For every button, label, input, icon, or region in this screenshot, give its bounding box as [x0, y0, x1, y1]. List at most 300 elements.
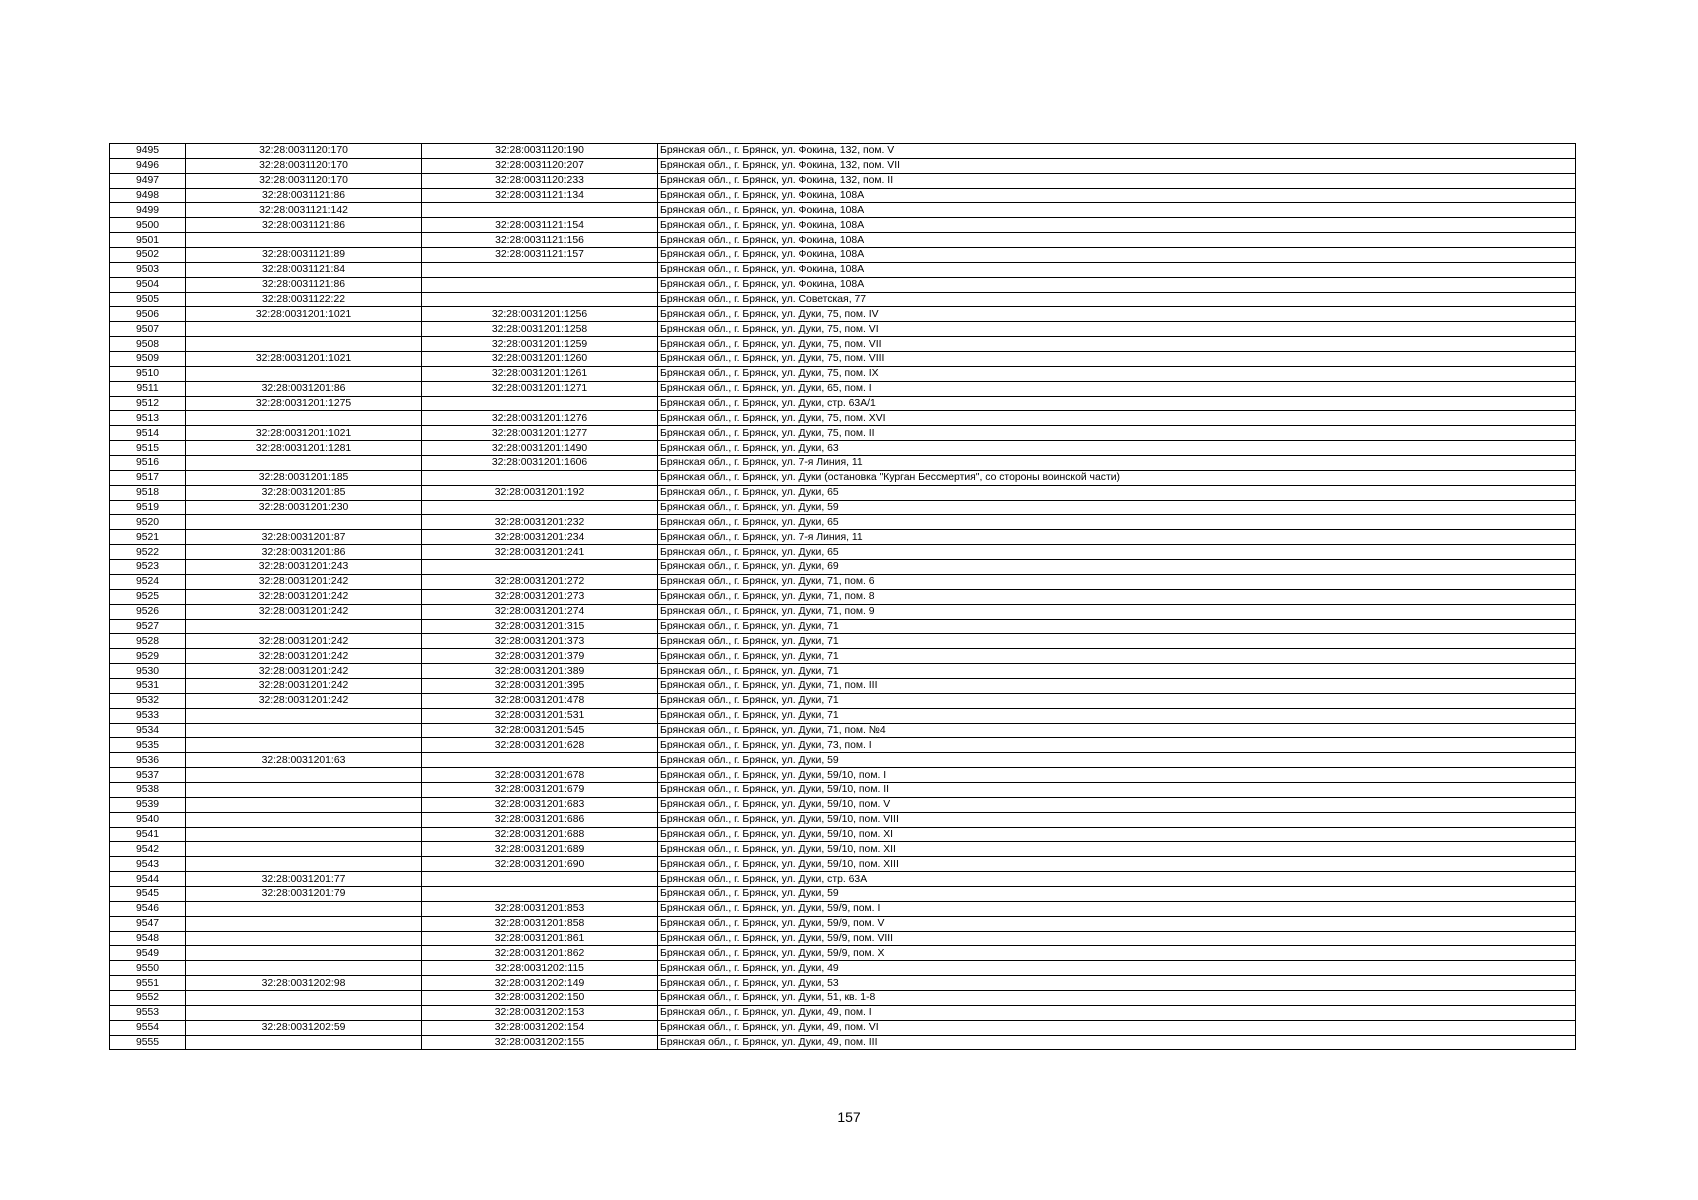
address-cell: Брянская обл., г. Брянск, ул. Дуки, 71, пом. №4	[658, 723, 1576, 738]
row-number-cell: 9541	[110, 827, 186, 842]
row-number-cell: 9504	[110, 277, 186, 292]
cadastral-number-parent-cell: 32:28:0031201:242	[186, 664, 422, 679]
address-cell: Брянская обл., г. Брянск, ул. Дуки, 71, пом. III	[658, 678, 1576, 693]
table-row	[110, 292, 1576, 307]
address-cell: Брянская обл., г. Брянск, ул. Дуки, 75, пом. VI	[658, 322, 1576, 337]
row-number-cell: 9519	[110, 500, 186, 515]
address-cell: Брянская обл., г. Брянск, ул. Дуки, 65	[658, 545, 1576, 560]
cadastral-number-cell: 32:28:0031201:1260	[422, 352, 658, 367]
table-row	[110, 470, 1576, 485]
cadastral-number-cell: 32:28:0031202:155	[422, 1035, 658, 1050]
cadastral-number-parent-cell: 32:28:0031201:242	[186, 634, 422, 649]
cadastral-number-parent-cell: 32:28:0031201:242	[186, 678, 422, 693]
row-number-cell: 9555	[110, 1035, 186, 1050]
address-cell: Брянская обл., г. Брянск, ул. Дуки, 49, пом. III	[658, 1035, 1576, 1050]
row-number-cell: 9540	[110, 812, 186, 827]
cadastral-number-parent-cell: 32:28:0031121:142	[186, 203, 422, 218]
row-number-cell: 9507	[110, 322, 186, 337]
row-number-cell: 9495	[110, 144, 186, 159]
address-cell: Брянская обл., г. Брянск, ул. Дуки, 65	[658, 485, 1576, 500]
cadastral-number-cell: 32:28:0031201:861	[422, 931, 658, 946]
table-row	[110, 158, 1576, 173]
cadastral-number-cell	[422, 277, 658, 292]
table-row	[110, 381, 1576, 396]
address-cell: Брянская обл., г. Брянск, ул. Фокина, 108А	[658, 188, 1576, 203]
address-cell: Брянская обл., г. Брянск, ул. Дуки, 71	[658, 664, 1576, 679]
address-cell: Брянская обл., г. Брянск, ул. Дуки, 65	[658, 515, 1576, 530]
registry-table-body	[110, 144, 1576, 1050]
row-number-cell: 9515	[110, 441, 186, 456]
address-cell: Брянская обл., г. Брянск, ул. Дуки, 75, пом. IV	[658, 307, 1576, 322]
row-number-cell: 9509	[110, 352, 186, 367]
table-row	[110, 812, 1576, 827]
cadastral-number-parent-cell: 32:28:0031201:242	[186, 574, 422, 589]
cadastral-number-cell: 32:28:0031201:241	[422, 545, 658, 560]
cadastral-number-cell: 32:28:0031120:207	[422, 158, 658, 173]
cadastral-number-parent-cell: 32:28:0031202:98	[186, 976, 422, 991]
address-cell: Брянская обл., г. Брянск, ул. Дуки, 69	[658, 560, 1576, 575]
cadastral-number-cell: 32:28:0031121:157	[422, 248, 658, 263]
address-cell: Брянская обл., г. Брянск, ул. Дуки, 51, кв. 1-8	[658, 990, 1576, 1005]
cadastral-number-cell	[422, 292, 658, 307]
cadastral-number-parent-cell	[186, 515, 422, 530]
address-cell: Брянская обл., г. Брянск, ул. Дуки, 59	[658, 753, 1576, 768]
cadastral-number-parent-cell	[186, 1035, 422, 1050]
cadastral-number-cell: 32:28:0031201:395	[422, 678, 658, 693]
cadastral-number-parent-cell	[186, 738, 422, 753]
row-number-cell: 9499	[110, 203, 186, 218]
address-cell: Брянская обл., г. Брянск, ул. Дуки, 59/10, пом. VIII	[658, 812, 1576, 827]
cadastral-number-cell: 32:28:0031201:683	[422, 797, 658, 812]
address-cell: Брянская обл., г. Брянск, ул. Дуки, 59/9, пом. V	[658, 916, 1576, 931]
table-row	[110, 842, 1576, 857]
row-number-cell: 9517	[110, 470, 186, 485]
cadastral-number-parent-cell: 32:28:0031201:1275	[186, 396, 422, 411]
cadastral-number-cell	[422, 470, 658, 485]
address-cell: Брянская обл., г. Брянск, ул. Дуки (остановка "Курган Бессмертия", со стороны воинской части)	[658, 470, 1576, 485]
address-cell: Брянская обл., г. Брянск, ул. Дуки, 63	[658, 441, 1576, 456]
table-row	[110, 485, 1576, 500]
row-number-cell: 9534	[110, 723, 186, 738]
row-number-cell: 9551	[110, 976, 186, 991]
cadastral-number-parent-cell	[186, 827, 422, 842]
row-number-cell: 9525	[110, 589, 186, 604]
cadastral-number-cell: 32:28:0031201:531	[422, 708, 658, 723]
table-row	[110, 441, 1576, 456]
row-number-cell: 9535	[110, 738, 186, 753]
table-row	[110, 857, 1576, 872]
address-cell: Брянская обл., г. Брянск, ул. Дуки, стр. 63А	[658, 872, 1576, 887]
address-cell: Брянская обл., г. Брянск, ул. Дуки, 71	[658, 693, 1576, 708]
table-row	[110, 946, 1576, 961]
table-row	[110, 545, 1576, 560]
table-row	[110, 426, 1576, 441]
cadastral-number-cell: 32:28:0031201:389	[422, 664, 658, 679]
address-cell: Брянская обл., г. Брянск, ул. Дуки, 75, пом. VII	[658, 337, 1576, 352]
cadastral-number-cell: 32:28:0031201:274	[422, 604, 658, 619]
table-row	[110, 411, 1576, 426]
address-cell: Брянская обл., г. Брянск, ул. Дуки, 59/10, пом. II	[658, 782, 1576, 797]
table-row	[110, 664, 1576, 679]
table-row	[110, 990, 1576, 1005]
cadastral-number-cell: 32:28:0031201:1276	[422, 411, 658, 426]
cadastral-number-parent-cell	[186, 768, 422, 783]
address-cell: Брянская обл., г. Брянск, ул. Фокина, 108А	[658, 233, 1576, 248]
address-cell: Брянская обл., г. Брянск, ул. Фокина, 132, пом. II	[658, 173, 1576, 188]
cadastral-number-parent-cell: 32:28:0031201:87	[186, 530, 422, 545]
row-number-cell: 9513	[110, 411, 186, 426]
cadastral-number-parent-cell: 32:28:0031201:242	[186, 649, 422, 664]
cadastral-number-cell: 32:28:0031121:154	[422, 218, 658, 233]
table-row	[110, 322, 1576, 337]
cadastral-number-parent-cell	[186, 916, 422, 931]
row-number-cell: 9536	[110, 753, 186, 768]
table-row	[110, 515, 1576, 530]
cadastral-number-cell: 32:28:0031201:273	[422, 589, 658, 604]
row-number-cell: 9508	[110, 337, 186, 352]
address-cell: Брянская обл., г. Брянск, ул. Фокина, 132, пом. VII	[658, 158, 1576, 173]
table-row	[110, 277, 1576, 292]
cadastral-number-parent-cell: 32:28:0031122:22	[186, 292, 422, 307]
address-cell: Брянская обл., г. Брянск, ул. Дуки, 59/9, пом. I	[658, 901, 1576, 916]
address-cell: Брянская обл., г. Брянск, ул. Дуки, 73, пом. I	[658, 738, 1576, 753]
cadastral-number-parent-cell	[186, 708, 422, 723]
table-row	[110, 173, 1576, 188]
cadastral-number-parent-cell	[186, 366, 422, 381]
table-row	[110, 708, 1576, 723]
address-cell: Брянская обл., г. Брянск, ул. Дуки, 71, пом. 9	[658, 604, 1576, 619]
cadastral-number-parent-cell: 32:28:0031201:63	[186, 753, 422, 768]
row-number-cell: 9521	[110, 530, 186, 545]
cadastral-number-cell: 32:28:0031201:858	[422, 916, 658, 931]
cadastral-number-cell: 32:28:0031202:154	[422, 1020, 658, 1035]
address-cell: Брянская обл., г. Брянск, ул. Дуки, 71	[658, 634, 1576, 649]
table-row	[110, 530, 1576, 545]
address-cell: Брянская обл., г. Брянск, ул. Дуки, стр. 63А/1	[658, 396, 1576, 411]
row-number-cell: 9527	[110, 619, 186, 634]
row-number-cell: 9539	[110, 797, 186, 812]
row-number-cell: 9529	[110, 649, 186, 664]
row-number-cell: 9530	[110, 664, 186, 679]
cadastral-number-parent-cell: 32:28:0031201:1021	[186, 426, 422, 441]
cadastral-number-cell: 32:28:0031201:1606	[422, 456, 658, 471]
row-number-cell: 9522	[110, 545, 186, 560]
cadastral-number-parent-cell	[186, 931, 422, 946]
table-row	[110, 976, 1576, 991]
address-cell: Брянская обл., г. Брянск, ул. Фокина, 108А	[658, 262, 1576, 277]
registry-table	[109, 143, 1576, 1050]
cadastral-number-parent-cell: 32:28:0031201:242	[186, 589, 422, 604]
cadastral-number-parent-cell: 32:28:0031121:86	[186, 218, 422, 233]
table-row	[110, 262, 1576, 277]
row-number-cell: 9503	[110, 262, 186, 277]
table-row	[110, 366, 1576, 381]
cadastral-number-parent-cell	[186, 619, 422, 634]
row-number-cell: 9532	[110, 693, 186, 708]
cadastral-number-parent-cell: 32:28:0031120:170	[186, 173, 422, 188]
table-row	[110, 1035, 1576, 1050]
row-number-cell: 9544	[110, 872, 186, 887]
address-cell: Брянская обл., г. Брянск, ул. Дуки, 59/10, пом. I	[658, 768, 1576, 783]
row-number-cell: 9533	[110, 708, 186, 723]
cadastral-number-cell: 32:28:0031121:134	[422, 188, 658, 203]
cadastral-number-cell	[422, 500, 658, 515]
table-row	[110, 827, 1576, 842]
table-row	[110, 961, 1576, 976]
row-number-cell: 9553	[110, 1005, 186, 1020]
table-row	[110, 693, 1576, 708]
cadastral-number-parent-cell	[186, 723, 422, 738]
cadastral-number-parent-cell: 32:28:0031121:86	[186, 188, 422, 203]
address-cell: Брянская обл., г. Брянск, ул. Дуки, 75, пом. IX	[658, 366, 1576, 381]
cadastral-number-cell: 32:28:0031201:862	[422, 946, 658, 961]
address-cell: Брянская обл., г. Брянск, ул. Дуки, 71	[658, 708, 1576, 723]
cadastral-number-parent-cell	[186, 842, 422, 857]
cadastral-number-cell: 32:28:0031201:1256	[422, 307, 658, 322]
cadastral-number-cell: 32:28:0031201:1258	[422, 322, 658, 337]
cadastral-number-parent-cell: 32:28:0031201:230	[186, 500, 422, 515]
cadastral-number-parent-cell	[186, 961, 422, 976]
cadastral-number-parent-cell: 32:28:0031201:85	[186, 485, 422, 500]
cadastral-number-cell: 32:28:0031201:373	[422, 634, 658, 649]
address-cell: Брянская обл., г. Брянск, ул. Фокина, 108А	[658, 248, 1576, 263]
table-row	[110, 619, 1576, 634]
row-number-cell: 9546	[110, 901, 186, 916]
cadastral-number-cell: 32:28:0031121:156	[422, 233, 658, 248]
row-number-cell: 9537	[110, 768, 186, 783]
row-number-cell: 9502	[110, 248, 186, 263]
cadastral-number-cell: 32:28:0031120:233	[422, 173, 658, 188]
table-row	[110, 456, 1576, 471]
table-row	[110, 589, 1576, 604]
cadastral-number-parent-cell	[186, 337, 422, 352]
address-cell: Брянская обл., г. Брянск, ул. Дуки, 49, пом. I	[658, 1005, 1576, 1020]
cadastral-number-parent-cell: 32:28:0031201:77	[186, 872, 422, 887]
address-cell: Брянская обл., г. Брянск, ул. Дуки, 59/10, пом. XI	[658, 827, 1576, 842]
row-number-cell: 9524	[110, 574, 186, 589]
row-number-cell: 9549	[110, 946, 186, 961]
cadastral-number-cell: 32:28:0031202:115	[422, 961, 658, 976]
row-number-cell: 9510	[110, 366, 186, 381]
cadastral-number-parent-cell: 32:28:0031201:86	[186, 545, 422, 560]
table-row	[110, 1005, 1576, 1020]
row-number-cell: 9497	[110, 173, 186, 188]
cadastral-number-cell: 32:28:0031201:689	[422, 842, 658, 857]
address-cell: Брянская обл., г. Брянск, ул. Дуки, 71, пом. 8	[658, 589, 1576, 604]
cadastral-number-cell: 32:28:0031202:149	[422, 976, 658, 991]
table-row	[110, 649, 1576, 664]
cadastral-number-parent-cell: 32:28:0031201:242	[186, 604, 422, 619]
address-cell: Брянская обл., г. Брянск, ул. Дуки, 71, пом. 6	[658, 574, 1576, 589]
cadastral-number-cell: 32:28:0031201:679	[422, 782, 658, 797]
row-number-cell: 9531	[110, 678, 186, 693]
table-row	[110, 307, 1576, 322]
cadastral-number-cell: 32:28:0031201:690	[422, 857, 658, 872]
cadastral-number-cell: 32:28:0031201:678	[422, 768, 658, 783]
table-row	[110, 916, 1576, 931]
cadastral-number-parent-cell	[186, 456, 422, 471]
address-cell: Брянская обл., г. Брянск, ул. Фокина, 132, пом. V	[658, 144, 1576, 159]
address-cell: Брянская обл., г. Брянск, ул. Дуки, 59/10, пом. V	[658, 797, 1576, 812]
row-number-cell: 9505	[110, 292, 186, 307]
table-row	[110, 931, 1576, 946]
address-cell: Брянская обл., г. Брянск, ул. Дуки, 59/10, пом. XII	[658, 842, 1576, 857]
row-number-cell: 9523	[110, 560, 186, 575]
row-number-cell: 9545	[110, 886, 186, 901]
table-row	[110, 574, 1576, 589]
table-row	[110, 218, 1576, 233]
cadastral-number-cell: 32:28:0031201:478	[422, 693, 658, 708]
cadastral-number-parent-cell	[186, 1005, 422, 1020]
cadastral-number-parent-cell	[186, 797, 422, 812]
cadastral-number-parent-cell: 32:28:0031120:170	[186, 158, 422, 173]
row-number-cell: 9542	[110, 842, 186, 857]
page-number: 157	[837, 1109, 861, 1125]
cadastral-number-cell: 32:28:0031201:315	[422, 619, 658, 634]
table-row	[110, 634, 1576, 649]
cadastral-number-cell: 32:28:0031201:628	[422, 738, 658, 753]
table-row	[110, 768, 1576, 783]
table-row	[110, 753, 1576, 768]
cadastral-number-parent-cell: 32:28:0031202:59	[186, 1020, 422, 1035]
table-row	[110, 396, 1576, 411]
row-number-cell: 9496	[110, 158, 186, 173]
row-number-cell: 9543	[110, 857, 186, 872]
cadastral-number-cell: 32:28:0031201:688	[422, 827, 658, 842]
table-row	[110, 203, 1576, 218]
row-number-cell: 9500	[110, 218, 186, 233]
row-number-cell: 9501	[110, 233, 186, 248]
cadastral-number-cell: 32:28:0031201:1490	[422, 441, 658, 456]
cadastral-number-cell	[422, 396, 658, 411]
cadastral-number-parent-cell	[186, 857, 422, 872]
table-row	[110, 500, 1576, 515]
cadastral-number-cell: 32:28:0031201:379	[422, 649, 658, 664]
cadastral-number-parent-cell: 32:28:0031201:1281	[186, 441, 422, 456]
row-number-cell: 9506	[110, 307, 186, 322]
address-cell: Брянская обл., г. Брянск, ул. Дуки, 75, пом. II	[658, 426, 1576, 441]
row-number-cell: 9550	[110, 961, 186, 976]
cadastral-number-parent-cell: 32:28:0031201:1021	[186, 307, 422, 322]
cadastral-number-cell: 32:28:0031201:1271	[422, 381, 658, 396]
table-row	[110, 144, 1576, 159]
address-cell: Брянская обл., г. Брянск, ул. Дуки, 75, пом. VIII	[658, 352, 1576, 367]
address-cell: Брянская обл., г. Брянск, ул. Дуки, 53	[658, 976, 1576, 991]
table-row	[110, 678, 1576, 693]
table-row	[110, 188, 1576, 203]
row-number-cell: 9518	[110, 485, 186, 500]
cadastral-number-parent-cell: 32:28:0031201:1021	[186, 352, 422, 367]
cadastral-number-cell	[422, 262, 658, 277]
cadastral-number-cell	[422, 203, 658, 218]
cadastral-number-cell: 32:28:0031201:232	[422, 515, 658, 530]
row-number-cell: 9548	[110, 931, 186, 946]
table-row	[110, 248, 1576, 263]
row-number-cell: 9528	[110, 634, 186, 649]
table-row	[110, 560, 1576, 575]
row-number-cell: 9538	[110, 782, 186, 797]
address-cell: Брянская обл., г. Брянск, ул. Дуки, 59/9, пом. X	[658, 946, 1576, 961]
row-number-cell: 9547	[110, 916, 186, 931]
cadastral-number-parent-cell: 32:28:0031121:86	[186, 277, 422, 292]
row-number-cell: 9520	[110, 515, 186, 530]
table-row	[110, 872, 1576, 887]
cadastral-number-cell: 32:28:0031201:1277	[422, 426, 658, 441]
row-number-cell: 9554	[110, 1020, 186, 1035]
cadastral-number-parent-cell: 32:28:0031201:86	[186, 381, 422, 396]
row-number-cell: 9552	[110, 990, 186, 1005]
row-number-cell: 9498	[110, 188, 186, 203]
cadastral-number-parent-cell: 32:28:0031201:79	[186, 886, 422, 901]
address-cell: Брянская обл., г. Брянск, ул. Дуки, 59/9, пом. VIII	[658, 931, 1576, 946]
address-cell: Брянская обл., г. Брянск, ул. 7-я Линия, 11	[658, 530, 1576, 545]
cadastral-number-parent-cell	[186, 782, 422, 797]
cadastral-number-parent-cell	[186, 322, 422, 337]
row-number-cell: 9526	[110, 604, 186, 619]
table-row	[110, 1020, 1576, 1035]
cadastral-number-parent-cell	[186, 233, 422, 248]
cadastral-number-cell: 32:28:0031201:272	[422, 574, 658, 589]
address-cell: Брянская обл., г. Брянск, ул. Фокина, 108А	[658, 277, 1576, 292]
address-cell: Брянская обл., г. Брянск, ул. Дуки, 75, пом. XVI	[658, 411, 1576, 426]
cadastral-number-cell: 32:28:0031202:153	[422, 1005, 658, 1020]
cadastral-number-parent-cell	[186, 812, 422, 827]
address-cell: Брянская обл., г. Брянск, ул. Дуки, 71	[658, 649, 1576, 664]
table-row	[110, 797, 1576, 812]
table-row	[110, 233, 1576, 248]
cadastral-number-cell: 32:28:0031201:686	[422, 812, 658, 827]
cadastral-number-cell: 32:28:0031201:1261	[422, 366, 658, 381]
row-number-cell: 9516	[110, 456, 186, 471]
cadastral-number-parent-cell: 32:28:0031201:242	[186, 693, 422, 708]
table-row	[110, 886, 1576, 901]
address-cell: Брянская обл., г. Брянск, ул. Советская, 77	[658, 292, 1576, 307]
cadastral-number-parent-cell: 32:28:0031201:185	[186, 470, 422, 485]
table-row	[110, 604, 1576, 619]
address-cell: Брянская обл., г. Брянск, ул. Дуки, 71	[658, 619, 1576, 634]
cadastral-number-cell: 32:28:0031201:192	[422, 485, 658, 500]
cadastral-number-parent-cell	[186, 411, 422, 426]
address-cell: Брянская обл., г. Брянск, ул. Дуки, 49	[658, 961, 1576, 976]
cadastral-number-cell	[422, 753, 658, 768]
cadastral-number-cell: 32:28:0031201:234	[422, 530, 658, 545]
cadastral-number-cell	[422, 886, 658, 901]
cadastral-number-parent-cell: 32:28:0031120:170	[186, 144, 422, 159]
cadastral-number-parent-cell: 32:28:0031121:84	[186, 262, 422, 277]
row-number-cell: 9512	[110, 396, 186, 411]
address-cell: Брянская обл., г. Брянск, ул. Дуки, 65, пом. I	[658, 381, 1576, 396]
table-row	[110, 782, 1576, 797]
cadastral-number-cell: 32:28:0031201:545	[422, 723, 658, 738]
address-cell: Брянская обл., г. Брянск, ул. Фокина, 108А	[658, 203, 1576, 218]
cadastral-number-cell: 32:28:0031201:853	[422, 901, 658, 916]
address-cell: Брянская обл., г. Брянск, ул. 7-я Линия, 11	[658, 456, 1576, 471]
cadastral-number-parent-cell	[186, 990, 422, 1005]
address-cell: Брянская обл., г. Брянск, ул. Дуки, 49, пом. VI	[658, 1020, 1576, 1035]
cadastral-number-cell: 32:28:0031202:150	[422, 990, 658, 1005]
row-number-cell: 9514	[110, 426, 186, 441]
address-cell: Брянская обл., г. Брянск, ул. Дуки, 59	[658, 886, 1576, 901]
table-row	[110, 352, 1576, 367]
table-row	[110, 901, 1576, 916]
table-row	[110, 723, 1576, 738]
cadastral-number-cell	[422, 560, 658, 575]
address-cell: Брянская обл., г. Брянск, ул. Дуки, 59/10, пом. XIII	[658, 857, 1576, 872]
address-cell: Брянская обл., г. Брянск, ул. Фокина, 108А	[658, 218, 1576, 233]
cadastral-number-parent-cell	[186, 946, 422, 961]
cadastral-number-cell: 32:28:0031120:190	[422, 144, 658, 159]
cadastral-number-cell	[422, 872, 658, 887]
